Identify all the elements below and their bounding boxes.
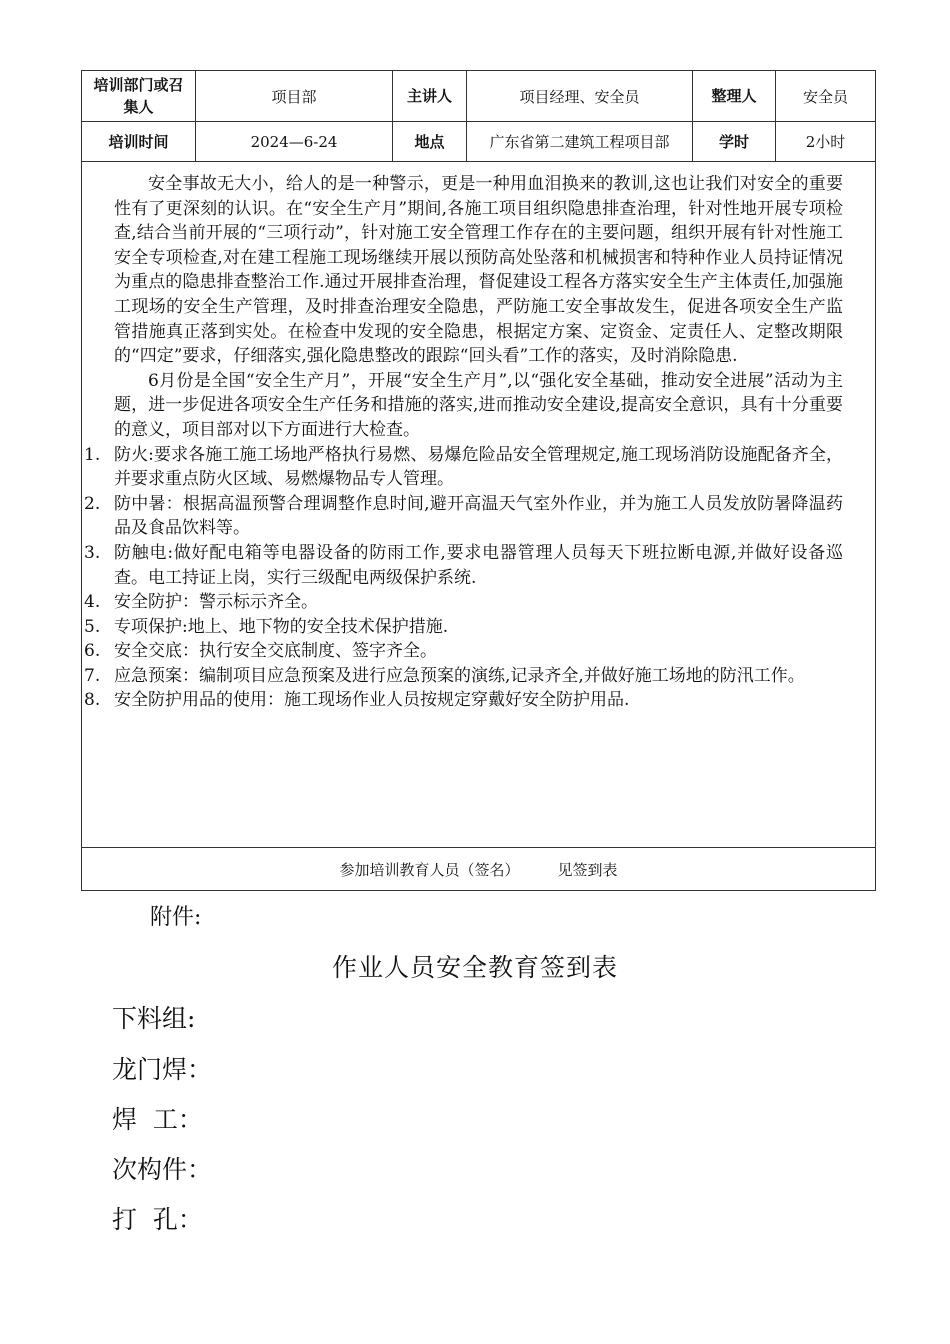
item-number: 3. bbox=[84, 542, 101, 563]
hours-label: 学时 bbox=[693, 122, 776, 162]
content-cell bbox=[82, 162, 876, 848]
item-text: 应急预案：编制项目应急预案及进行应急预案的演练,记录齐全,并做好施工场地的防汛工作。 bbox=[114, 665, 805, 686]
item-number: 8. bbox=[84, 690, 101, 711]
item-number: 5. bbox=[84, 616, 101, 637]
group-secondary-members: 次构件： bbox=[112, 1155, 213, 1184]
signin-sheet-title: 作业人员安全教育签到表 bbox=[331, 953, 618, 982]
header-row-1 bbox=[82, 71, 876, 122]
place-value: 广东省第二建筑工程项目部 bbox=[467, 122, 693, 162]
header-row-2 bbox=[82, 122, 876, 162]
attachment-label: 附件: bbox=[150, 905, 202, 930]
inspection-item bbox=[82, 664, 843, 689]
item-text: 防火:要求各施工施工场地严格执行易燃、易爆危险品安全管理规定,施工现场消防设施配备齐全，并要求重点防火区域、易燃爆物品专人管理。 bbox=[114, 444, 843, 490]
inspection-item bbox=[82, 443, 843, 492]
item-number: 4. bbox=[84, 592, 101, 613]
item-text: 防中暑：根据高温预警合理调整作息时间,避开高温天气室外作业，并为施工人员发放防暑降温药品及食品饮料等。 bbox=[114, 493, 843, 539]
content-row bbox=[82, 162, 876, 848]
speaker-value: 项目经理、安全员 bbox=[467, 71, 693, 122]
inspection-item bbox=[82, 688, 843, 713]
inspection-item bbox=[82, 492, 843, 541]
group-cutting: 下料组: bbox=[112, 1004, 196, 1033]
dept-value: 项目部 bbox=[196, 71, 393, 122]
dept-label: 培训部门或召集人 bbox=[82, 71, 196, 122]
sign-cell bbox=[82, 848, 876, 891]
content-paragraph-2: 6月份是全国“安全生产月”，开展“安全生产月”,以“强化安全基础，推动安全进展”活动为主题，进一步促进各项安全生产任务和措施的落实,进而推动安全建设,提高安全意识，具有十分重要的意义，项目部对以下方面进行大检查。 bbox=[114, 370, 843, 440]
item-text: 安全防护用品的使用：施工现场作业人员按规定穿戴好安全防护用品. bbox=[114, 690, 630, 711]
item-number: 6. bbox=[84, 641, 101, 662]
item-text: 安全防护：警示标示齐全。 bbox=[114, 592, 318, 613]
inspection-item bbox=[82, 590, 843, 615]
item-number: 1. bbox=[84, 444, 101, 465]
item-text: 专项保护:地上、地下物的安全技术保护措施. bbox=[114, 616, 449, 637]
inspection-item bbox=[82, 615, 843, 640]
inspection-item bbox=[82, 541, 843, 590]
place-label: 地点 bbox=[393, 122, 467, 162]
speaker-label: 主讲人 bbox=[393, 71, 467, 122]
item-text: 防触电:做好配电箱等电器设备的防雨工作,要求电器管理人员每天下班拉断电源,并做好设备巡查。电工持证上岗，实行三级配电两级保护系统. bbox=[114, 542, 843, 588]
organizer-label: 整理人 bbox=[693, 71, 776, 122]
training-record-table bbox=[81, 70, 876, 891]
item-number: 7. bbox=[84, 665, 101, 686]
training-content bbox=[82, 162, 875, 713]
hours-value: 2小时 bbox=[776, 122, 876, 162]
organizer-value: 安全员 bbox=[776, 71, 876, 122]
time-label: 培训时间 bbox=[82, 122, 196, 162]
inspection-item bbox=[82, 639, 843, 664]
group-drilling: 打 孔： bbox=[112, 1205, 203, 1234]
sign-row bbox=[82, 848, 876, 891]
time-value: 2024—6-24 bbox=[196, 122, 393, 162]
content-paragraph-1: 安全事故无大小，给人的是一种警示，更是一种用血泪换来的教训,这也让我们对安全的重要性有了更深刻的认识。在“安全生产月”期间,各施工项目组织隐患排查治理，针对性地开展专项检查,结合当前开展的“三项行动”，针对施工安全管理工作存在的主要问题，组织开展有针对性施工安全专项检查,对在建工程施工现场继续开展以预防高处坠落和机械损害和特种作业人员持证情况为重点的隐患排查整治工作.通过开展排查治理，督促建设工程各方落实安全生产主体责任,加强施工现场的安全生产管理，及时排查治理安全隐患，严防施工安全事故发生，促进各项安全生产监管措施真正落到实处。在检查中发现的安全隐患，根据定方案、定资金、定责任人、定整改期限的“四定”要求，仔细落实,强化隐患整改的跟踪“回头看”工作的落实，及时消除隐患. bbox=[114, 174, 843, 367]
inspection-item-list bbox=[82, 443, 843, 714]
item-text: 安全交底：执行安全交底制度、签字齐全。 bbox=[114, 641, 437, 662]
group-welder: 焊 工： bbox=[112, 1105, 203, 1134]
group-gantry-welding: 龙门焊： bbox=[112, 1055, 213, 1084]
sign-value: 见签到表 bbox=[557, 860, 618, 879]
item-number: 2. bbox=[84, 493, 101, 514]
sign-label: 参加培训教育人员（签名） bbox=[339, 860, 520, 879]
